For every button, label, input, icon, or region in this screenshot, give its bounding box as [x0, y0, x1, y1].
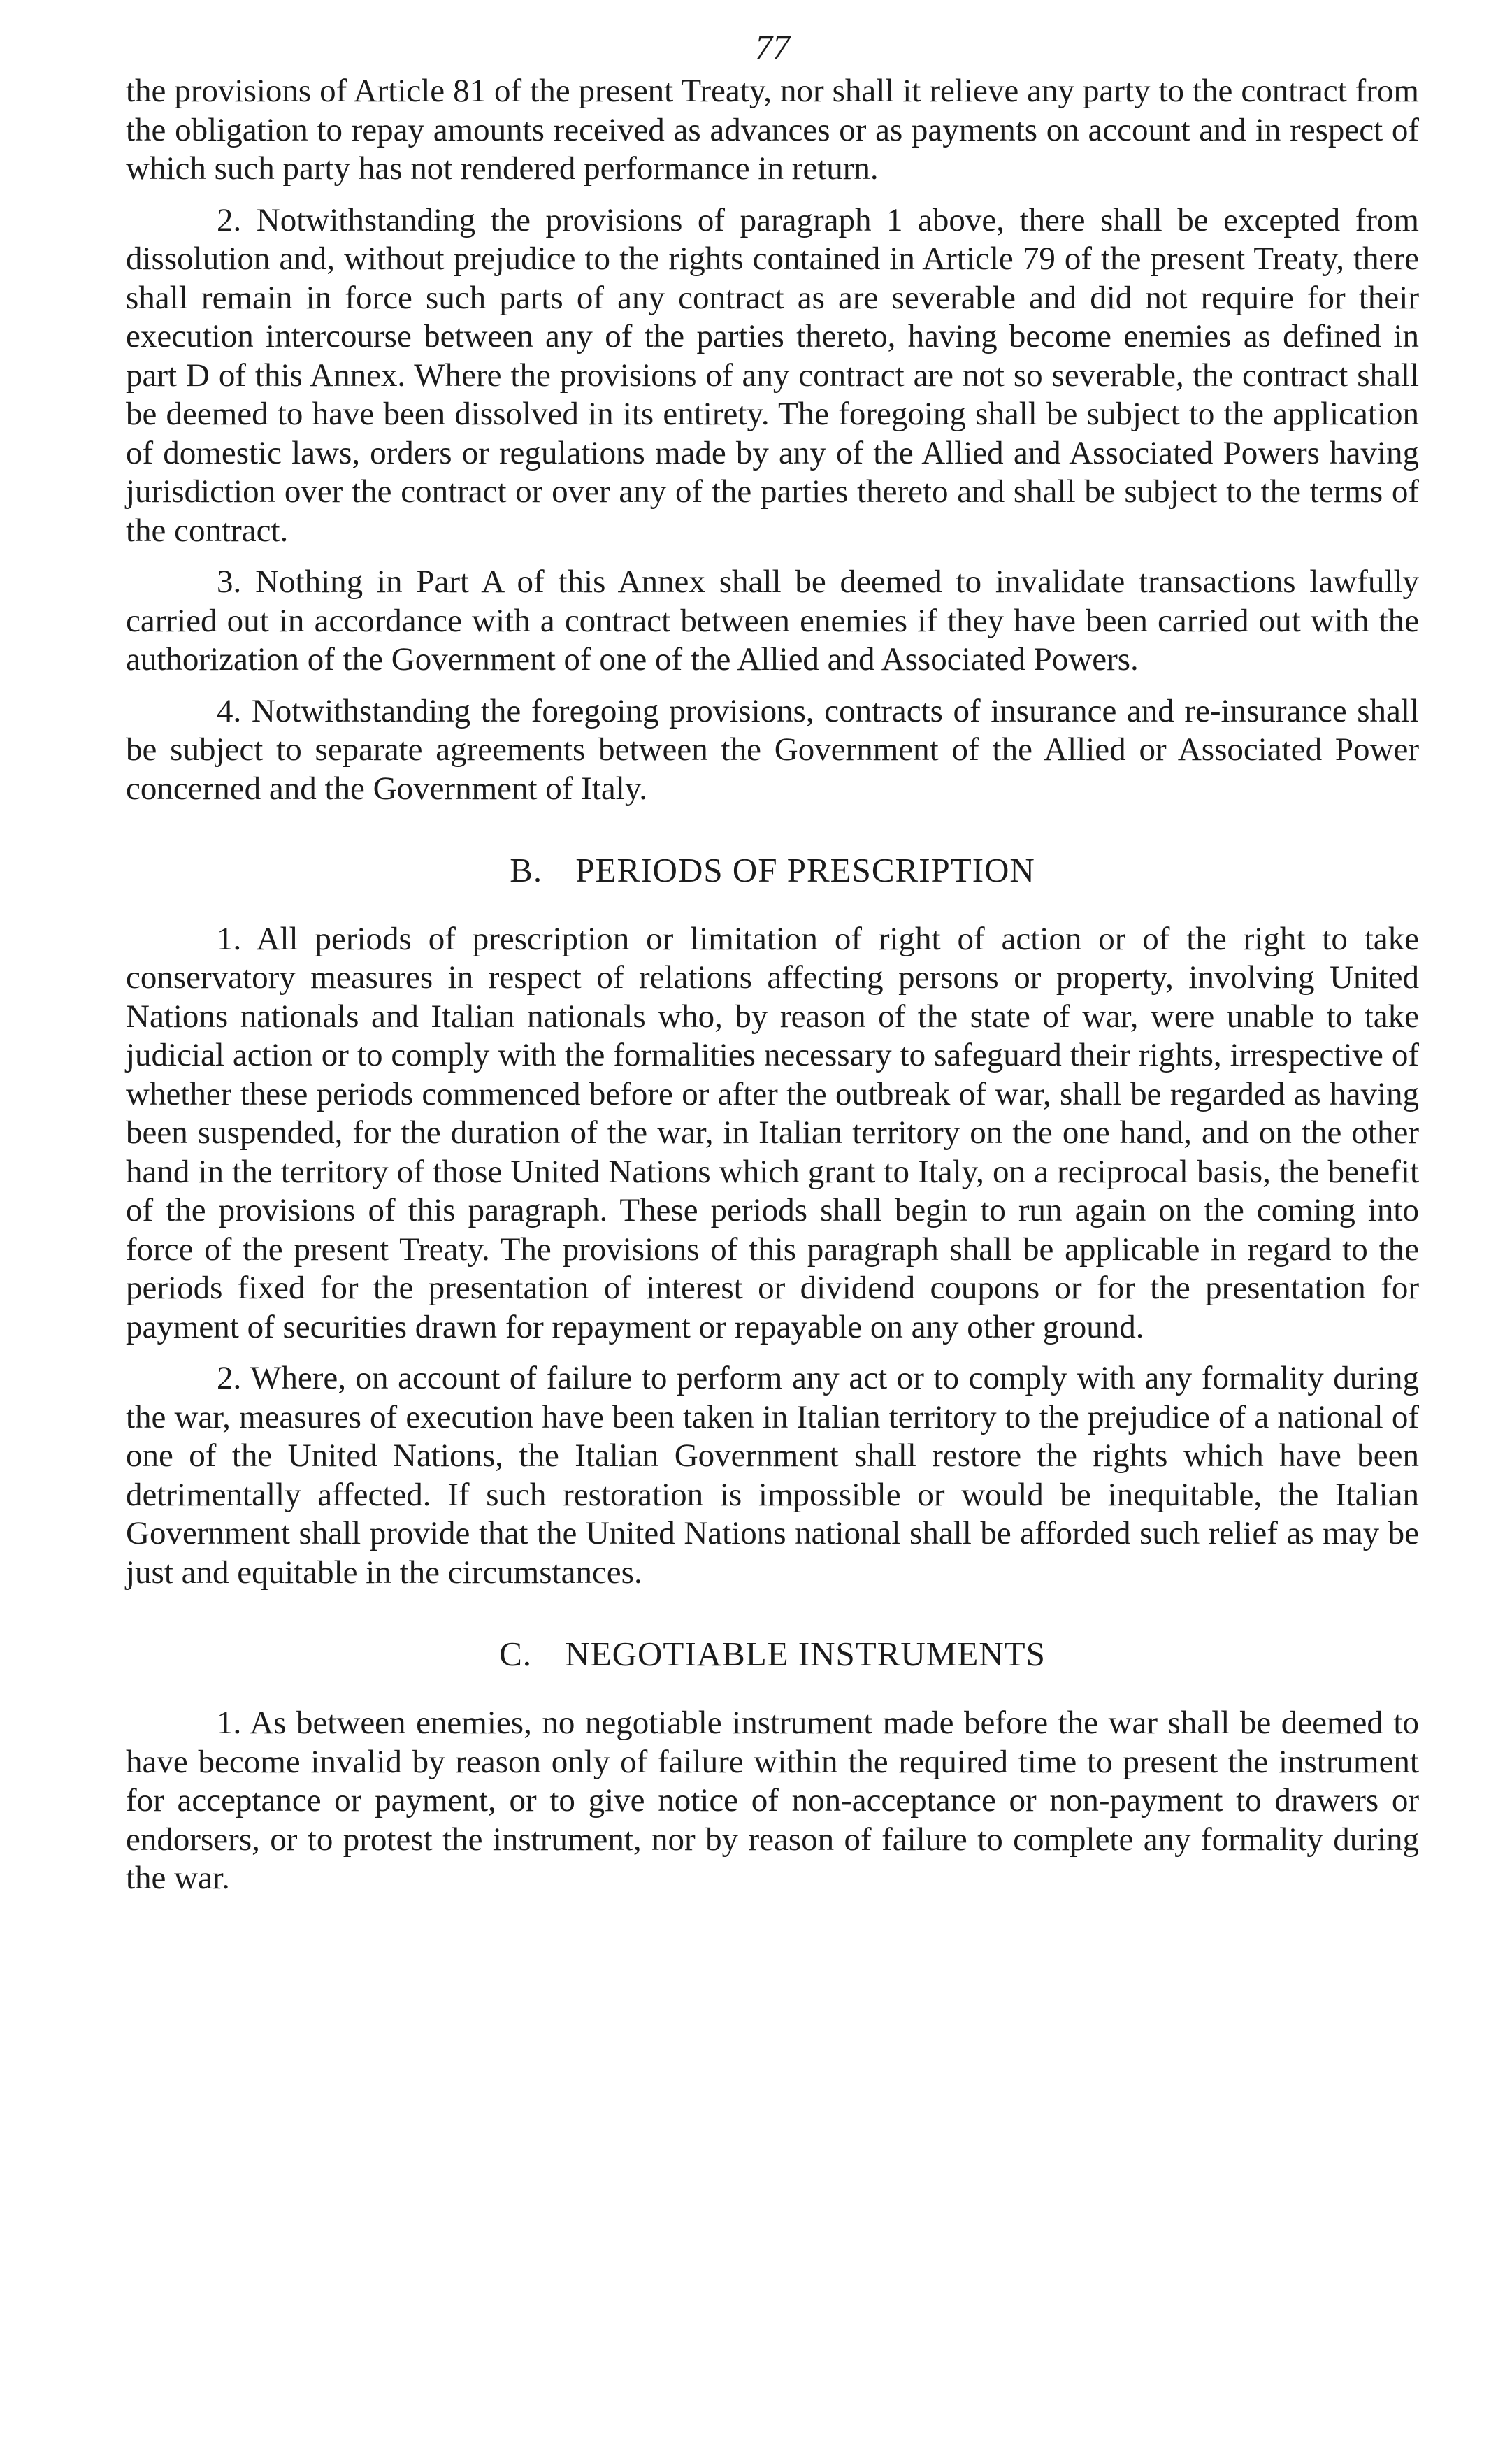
- part-a-section: [126, 72, 1419, 808]
- section-letter-c: C.: [499, 1635, 533, 1674]
- part-c-section: [126, 1635, 1419, 1898]
- part-c-paragraph-1: 1. As between enemies, no negotiable instrument made before the war shall be deemed to have become invalid by reason only of failure within the required time to present the instrument for acceptance or payment, or to give notice of non-acceptance or non-payment to drawers or endorsers, or to protest the instrument, nor by reason of failure to complete any formality during the war.: [126, 1705, 1419, 1897]
- section-title-b: PERIODS OF PRESCRIPTION: [575, 851, 1035, 889]
- document-page: [126, 28, 1419, 1911]
- part-b-paragraph-1: 1. All periods of prescription or limitation of right of action or of the right to take conservatory measures in respect of relations affecting persons or property, involving United Nations nationals and Italian nationals who, by reason of the state of war, were unable to take judicial action or to comply with the formalities necessary to safeguard their rights, irrespective of whether these periods commenced before or after the outbreak of war, shall be regarded as having been suspended, for the duration of the war, in Italian territory on the one hand, and on the other hand in the territory of those United Nations which grant to Italy, on a reciprocal basis, the benefit of the provisions of this paragraph. These periods shall begin to run again on the coming into force of the present Treaty. The provisions of this paragraph shall be applicable in regard to the periods fixed for the presentation of interest or dividend coupons or for the presentation for payment of securities drawn for repayment or repayable on any other ground.: [126, 920, 1419, 1345]
- part-a-paragraph-3: 3. Nothing in Part A of this Annex shall be deemed to invalidate transactions lawfully carried out in accordance with a contract between enemies if they have been carried out with the authorization of the Government of one of the Allied and Associated Powers.: [126, 564, 1419, 677]
- section-letter-b: B.: [510, 851, 543, 889]
- part-a-paragraph-4: 4. Notwithstanding the foregoing provisions, contracts of insurance and re-insurance shall be subject to separate agreements between the Government of the Allied or Associated Power concerned and the Government of Italy.: [126, 692, 1419, 807]
- part-b-paragraph-2: 2. Where, on account of failure to perform any act or to comply with any formality during the war, measures of execution have been taken in Italian territory to the prejudice of a national of one of the United Nations, the Italian Government shall restore the rights which have been detrimentally affected. If such restoration is impossible or would be inequitable, the Italian Government shall provide that the United Nations national shall be afforded such relief as may be just and equitable in the circumstances.: [126, 1360, 1419, 1591]
- section-title-c: NEGOTIABLE INSTRUMENTS: [565, 1635, 1046, 1674]
- page-number: 77: [755, 27, 790, 66]
- section-heading-b: [126, 852, 1419, 889]
- part-a-paragraph-2: 2. Notwithstanding the provisions of paragraph 1 above, there shall be excepted from dissolution and, without prejudice to the rights contained in Article 79 of the present Treaty, there shall remain in force such parts of any contract as are severable and did not require for their execution intercourse between any of the parties thereto, having become enemies as defined in part D of this Annex. Where the provisions of any contract are not so severable, the contract shall be deemed to have been dissolved in its entirety. The foregoing shall be subject to the application of domestic laws, orders or regulations made by any of the Allied and Associated Powers having jurisdiction over the contract or over any of the parties thereto and shall be subject to the terms of the contract.: [126, 201, 1419, 549]
- continued-paragraph: the provisions of Article 81 of the present Treaty, nor shall it relieve any party to the contract from the obligation to repay amounts received as advances or as payments on account and in respect of which such party has not rendered performance in return.: [126, 73, 1419, 187]
- part-b-section: [126, 852, 1419, 1592]
- section-heading-c: [126, 1635, 1419, 1673]
